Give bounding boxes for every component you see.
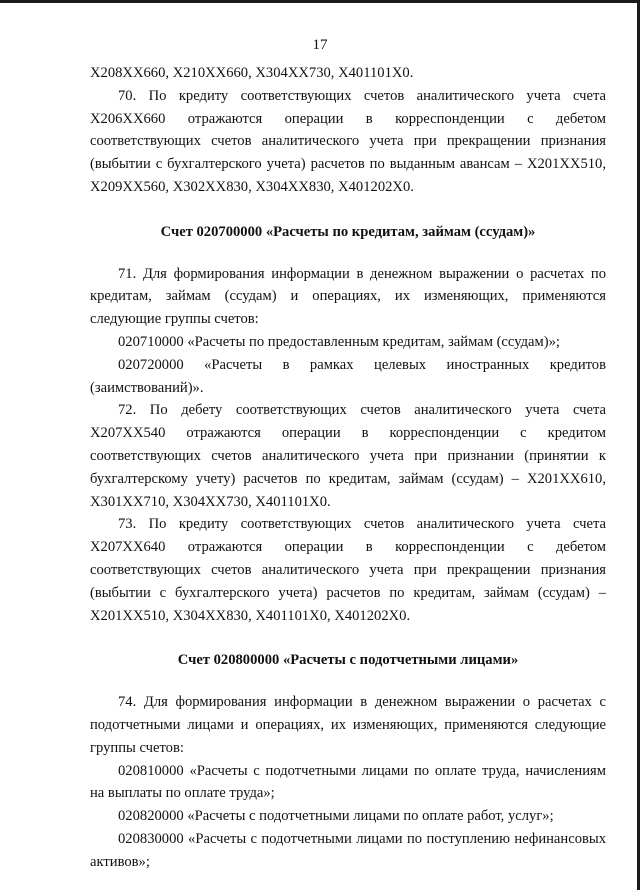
list-item-020720000: 020720000 «Расчеты в рамках целевых иностранных кредитов (заимствований)». xyxy=(90,356,606,396)
paragraph-73: 73. По кредиту соответствующих счетов аналитического учета счета X207XX640 отражаются операции в корреспонденции с дебетом соответствующих счетов аналитического учета при прекращении признания (выбытии с бухгалтерского учета) расчетов по кредитам, займам (ссудам) – X201XX510, X304XX830, X401101X0, X401202X0. xyxy=(90,516,606,624)
document-body xyxy=(90,62,606,874)
paragraph-72: 72. По дебету соответствующих счетов аналитического учета счета X207XX540 отражаются операции в корреспонденции с кредитом соответствующих счетов аналитического учета при признании (принятии к бухгалтерскому учету) расчетов по кредитам, займам (ссудам) – X201XX610, X301XX710, X304XX730, X401101X0. xyxy=(90,402,606,510)
page-number: 17 xyxy=(312,37,328,53)
scan-border-top xyxy=(0,0,640,3)
list-item-020810000: 020810000 «Расчеты с подотчетными лицами по оплате труда, начислениям на выплаты по оплате труда»; xyxy=(90,762,606,802)
paragraph-74: 74. Для формирования информации в денежном выражении о расчетах с подотчетными лицами и операциях, их изменяющих, применяются следующие группы счетов: xyxy=(90,694,606,756)
section-heading-0208: Счет 020800000 «Расчеты с подотчетными лицами» xyxy=(177,652,519,669)
section-heading-0207: Счет 020700000 «Расчеты по кредитам, займам (ссудам)» xyxy=(160,223,536,240)
list-item-020710000: 020710000 «Расчеты по предоставленным кредитам, займам (ссудам)»; xyxy=(118,333,560,350)
paragraph-70: 70. По кредиту соответствующих счетов аналитического учета счета X206XX660 отражаются операции в корреспонденции с дебетом соответствующих счетов аналитического учета при прекращении признания (выбытии с бухгалтерского учета) расчетов по выданным авансам – X201XX510, X209XX560, X302XX830, X304XX830, X401202X0. xyxy=(90,87,606,195)
list-item-020830000: 020830000 «Расчеты с подотчетными лицами по поступлению нефинансовых активов»; xyxy=(90,830,606,870)
paragraph-continuation: X208XX660, X210XX660, X304XX730, X401101X0. xyxy=(90,65,414,81)
paragraph-71: 71. Для формирования информации в денежном выражении о расчетах по кредитам, займам (ссудам) и операциях, их изменяющих, применяются следующие группы счетов: xyxy=(90,265,606,328)
list-item-020820000: 020820000 «Расчеты с подотчетными лицами по оплате работ, услуг»; xyxy=(118,808,554,825)
